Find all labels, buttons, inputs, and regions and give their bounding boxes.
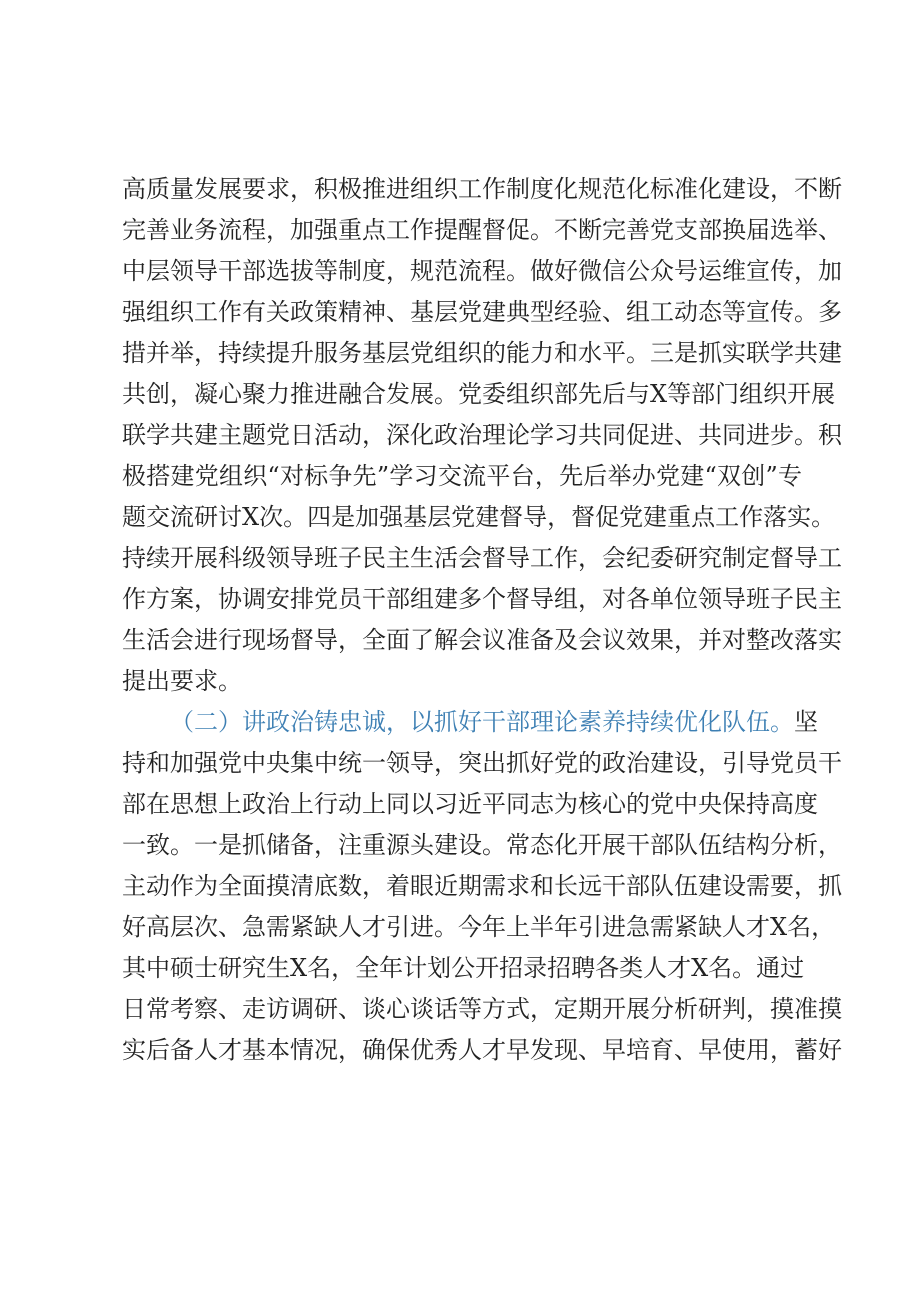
body-text-line: 主动作为全面摸清底数，着眼近期需求和长远干部队伍建设需要，抓 [122, 872, 842, 900]
body-text-line: 持和加强党中央集中统一领导，突出抓好党的政治建设，引导党员干 [122, 749, 842, 777]
body-text-line: 好高层次、急需紧缺人才引进。今年上半年引进急需紧缺人才X名， [122, 913, 836, 941]
heading-tail-text: 坚 [794, 708, 818, 736]
body-text-line: 实后备人才基本情况，确保优秀人才早发现、早培育、早使用，蓄好 [122, 1036, 842, 1064]
body-text-line: 日常考察、走访调研、谈心谈话等方式，定期开展分析研判，摸准摸 [122, 995, 842, 1023]
body-text-line: 共创，凝心聚力推进融合发展。党委组织部先后与X等部门组织开展 [122, 380, 836, 408]
body-text-line: 极搭建党组织“对标争先”学习交流平台，先后举办党建“双创”专 [122, 462, 802, 490]
body-text-line: 联学共建主题党日活动，深化政治理论学习共同促进、共同进步。积 [122, 421, 842, 449]
section-heading: （二）讲政治铸忠诚，以抓好干部理论素养持续优化队伍。 [170, 708, 794, 736]
body-text-line: 部在思想上政治上行动上同以习近平同志为核心的党中央保持高度 [122, 790, 818, 818]
body-text-line: 作方案，协调安排党员干部组建多个督导组，对各单位领导班子民主 [122, 585, 842, 613]
section-heading-line [170, 703, 818, 741]
body-text-line: 强组织工作有关政策精神、基层党建典型经验、组工动态等宣传。多 [122, 298, 842, 326]
body-text-line: 题交流研讨X次。四是加强基层党建督导，督促党建重点工作落实。 [122, 503, 836, 531]
body-text-line: 完善业务流程，加强重点工作提醒督促。不断完善党支部换届选举、 [122, 216, 842, 244]
body-text-line: 生活会进行现场督导，全面了解会议准备及会议效果，并对整改落实 [122, 626, 842, 654]
body-text-line: 高质量发展要求，积极推进组织工作制度化规范化标准化建设，不断 [122, 175, 842, 203]
body-text-line: 持续开展科级领导班子民主生活会督导工作，会纪委研究制定督导工 [122, 544, 842, 572]
body-text-line: 一致。一是抓储备，注重源头建设。常态化开展干部队伍结构分析， [122, 831, 842, 859]
body-text-line: 措并举，持续提升服务基层党组织的能力和水平。三是抓实联学共建 [122, 339, 842, 367]
body-text-line: 其中硕士研究生X名，全年计划公开招录招聘各类人才X名。通过 [122, 954, 805, 982]
body-text-line: 中层领导干部选拔等制度，规范流程。做好微信公众号运维宣传，加 [122, 257, 842, 285]
body-text-line: 提出要求。 [122, 667, 242, 695]
